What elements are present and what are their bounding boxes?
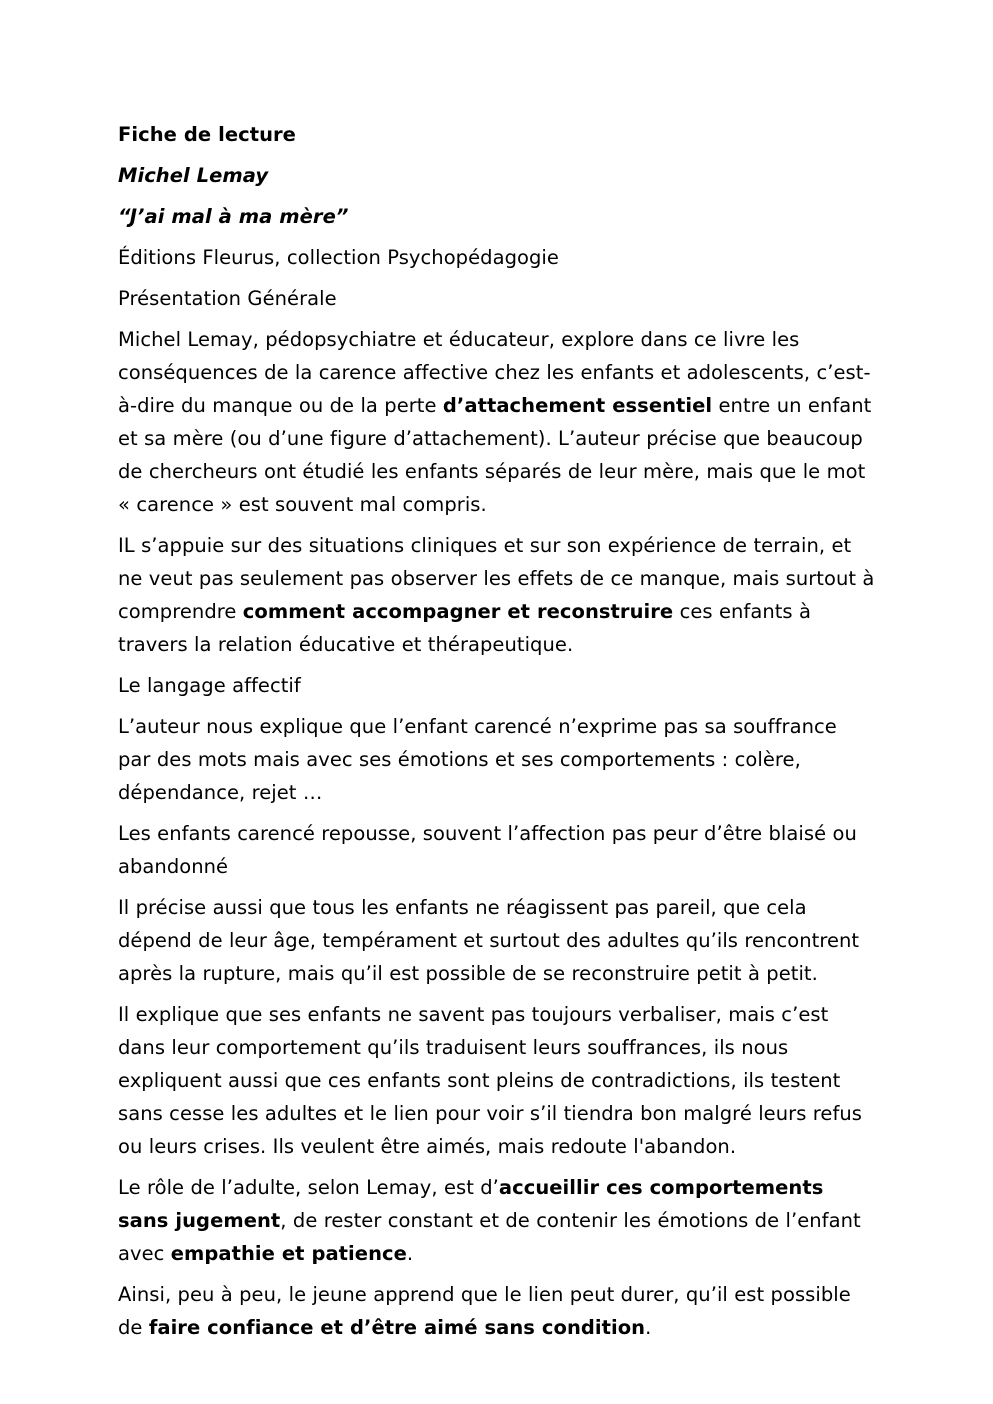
paragraph-bold-run: d’attachement essentiel <box>442 394 713 417</box>
author-name: Michel Lemay <box>118 164 269 187</box>
paragraph-bold-run: accueillir ces comportements sans jugement <box>118 1176 824 1232</box>
paragraph-bold-run: empathie et patience <box>170 1242 407 1265</box>
paragraph-text-run: Michel Lemay, pédopsychiatre et éducateur, explore dans ce livre les conséquences de la carence affective chez les enfants et adolescents, c’est-à-dire du manque ou de la perte <box>118 328 871 417</box>
paragraph-expression-souffrance: L’auteur nous explique que l’enfant carencé n’exprime pas sa souffrance par des mots mais avec ses émotions et ses comportements : colère, dépendance, rejet … <box>118 715 837 804</box>
paragraph-text-run: ces enfants à travers la relation éducative et thérapeutique. <box>118 600 811 656</box>
paragraph-bold-run: comment accompagner et reconstruire <box>242 600 674 623</box>
paragraph-conclusion <box>118 1278 875 1344</box>
book-title: “J’ai mal à ma mère” <box>118 205 349 228</box>
paragraph-reactions-variables: Il précise aussi que tous les enfants ne réagissent pas pareil, que cela dépend de leur âge, tempérament et surtout des adultes qu’ils rencontrent après la rupture, mais qu’il est possible de se reconstruire petit à petit. <box>118 896 860 985</box>
paragraph-rejet-affection: Les enfants carencé repousse, souvent l’affection pas peur d’être blaisé ou abandonné <box>118 822 857 878</box>
document-body <box>118 118 875 1344</box>
paragraph-bold-run: faire confiance et d’être aimé sans condition <box>148 1316 646 1339</box>
paragraph-role-adulte <box>118 1171 875 1270</box>
paragraph-text-run: . <box>645 1316 652 1339</box>
section-title-langage-affectif: Le langage affectif <box>118 674 301 697</box>
paragraph-text-run: . <box>406 1242 414 1265</box>
paragraph-text-run: Ainsi, peu à peu, le jeune apprend que le lien peut durer, qu’il est possible de <box>118 1283 851 1339</box>
document-heading: Fiche de lecture <box>118 123 296 146</box>
section-title-presentation-generale: Présentation Générale <box>118 287 337 310</box>
paragraph-text-run: , de rester constant et de contenir les émotions de l’enfant avec <box>118 1209 861 1265</box>
paragraph-comportement-contradictions: Il explique que ses enfants ne savent pas toujours verbaliser, mais c’est dans leur comportement qu’ils traduisent leurs souffrances, ils nous expliquent aussi que ces enfants sont pleins de contradictions, ils testent sans cesse les adultes et le lien pour voir s’il tiendra bon malgré leurs refus ou leurs crises. Ils veulent être aimés, mais redoute l'abandon. <box>118 1003 862 1158</box>
paragraph-text-run: Le rôle de l’adulte, selon Lemay, est d’ <box>118 1176 499 1199</box>
paragraph-text-run: IL s’appuie sur des situations cliniques et sur son expérience de terrain, et ne veut pas seulement pas observer les effets de ce manque, mais surtout à comprendre <box>118 534 875 623</box>
publisher-line: Éditions Fleurus, collection Psychopédagogie <box>118 246 559 269</box>
paragraph-text-run: entre un enfant et sa mère (ou d’une figure d’attachement). L’auteur précise que beaucoup de chercheurs ont étudié les enfants séparés de leur mère, mais que le mot « carence » est souvent mal compris. <box>118 394 872 516</box>
paragraph-presentation <box>118 323 875 521</box>
paragraph-approche <box>118 529 875 661</box>
